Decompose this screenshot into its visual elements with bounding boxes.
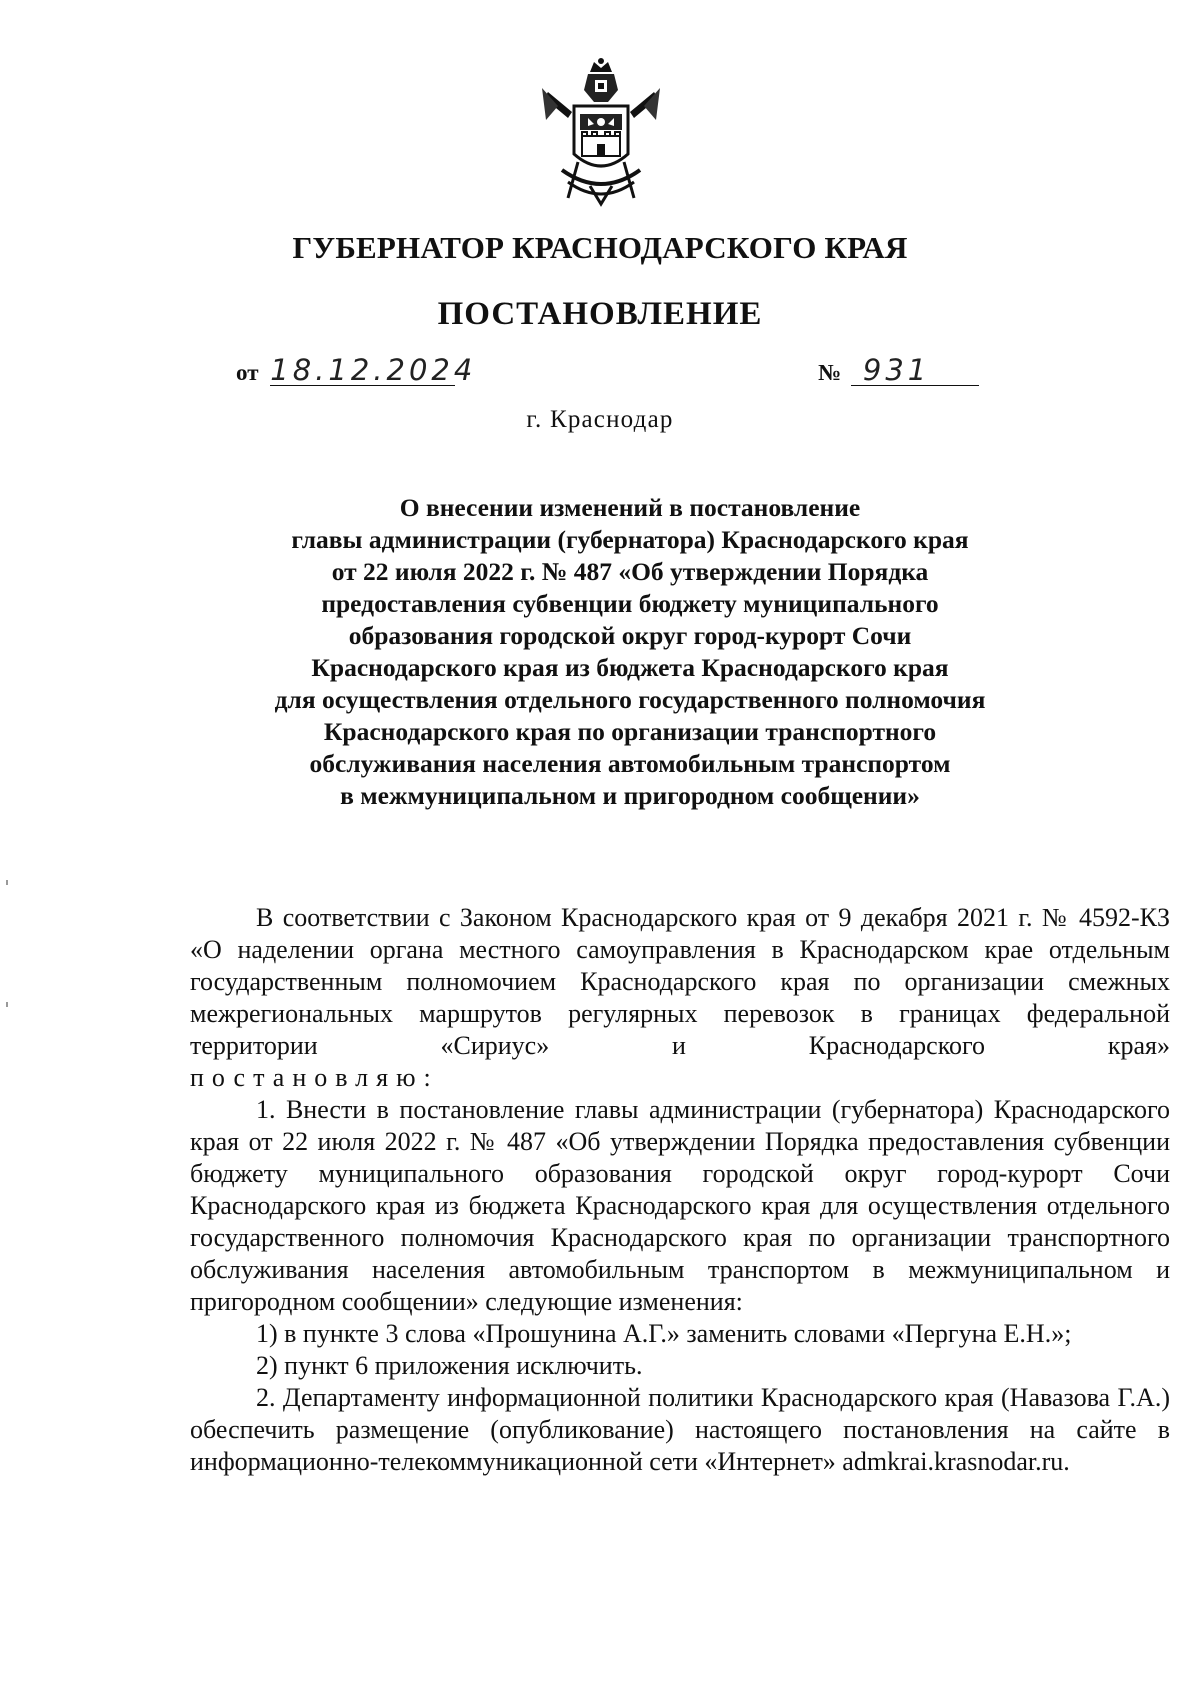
item-1-paragraph: 1. Внести в постановление главы администрации (губернатора) Краснодарского края от 22 июля 2022 г. № 487 «Об утверждении Порядка предоставления субвенции бюджету муниципального образования городской округ город-курорт Сочи Краснодарского края из бюджета Краснодарского края для осуществления отдельного государственного полномочия Краснодарского края по организации транспортного обслуживания населения автомобильным транспортом в межмуниципальном и пригородном сообщении» следующие изменения: <box>190 1095 1170 1316</box>
item-1-subitem-2: 2) пункт 6 приложения исключить. <box>256 1351 643 1380</box>
preamble-paragraph: В соответствии с Законом Краснодарского края от 9 декабря 2021 г. № 4592-КЗ «О наделении органа местного самоуправления в Краснодарском крае отдельным государственным полномочием Краснодарского края по организации смежных межрегиональных маршрутов регулярных перевозок в границах федеральной территории «Сириус» и Краснодарского края» <box>190 903 1170 1060</box>
decree-word: постановляю: <box>190 1063 439 1092</box>
document-title <box>230 492 1030 812</box>
number-line <box>818 355 979 386</box>
number-prefix: № <box>818 360 842 385</box>
title-line: О внесении изменений в постановление <box>399 493 861 522</box>
document-type: ПОСТАНОВЛЕНИЕ <box>437 296 763 332</box>
title-line: главы администрации (губернатора) Краснодарского края <box>291 525 969 554</box>
date-value: 18.12.2024 <box>270 353 477 387</box>
title-line: в межмуниципальном и пригородном сообщении» <box>340 781 920 810</box>
date-prefix: от <box>236 360 259 385</box>
issuing-authority: ГУБЕРНАТОР КРАСНОДАРСКОГО КРАЯ <box>292 230 908 265</box>
title-line: от 22 июля 2022 г. № 487 «Об утверждении Порядка <box>331 557 929 586</box>
title-line: для осуществления отдельного государственного полномочия <box>274 685 986 714</box>
title-line: Краснодарского края по организации транспортного <box>323 717 937 746</box>
scan-speck <box>6 1002 8 1007</box>
item-1-subitem-1: 1) в пункте 3 слова «Прошунина А.Г.» заменить словами «Пергуна Е.Н.»; <box>256 1319 1072 1348</box>
title-line: обслуживания населения автомобильным транспортом <box>309 749 951 778</box>
title-line: образования городской округ город-курорт Сочи <box>348 621 912 650</box>
date-line <box>236 353 477 387</box>
item-2-paragraph: 2. Департаменту информационной политики Краснодарского края (Навазова Г.А.) обеспечить размещение (опубликование) настоящего постановления на сайте в информационно-телекоммуникационной сети «Интернет» admkrai.krasnodar.ru. <box>190 1383 1170 1476</box>
coat-of-arms-emblem <box>538 58 664 208</box>
document-body <box>190 902 1170 1478</box>
title-line: предоставления субвенции бюджету муниципального <box>321 589 939 618</box>
title-line: Краснодарского края из бюджета Краснодарского края <box>311 653 949 682</box>
scan-speck <box>6 880 8 885</box>
city: г. Краснодар <box>526 406 674 433</box>
number-value: 931 <box>851 355 979 386</box>
